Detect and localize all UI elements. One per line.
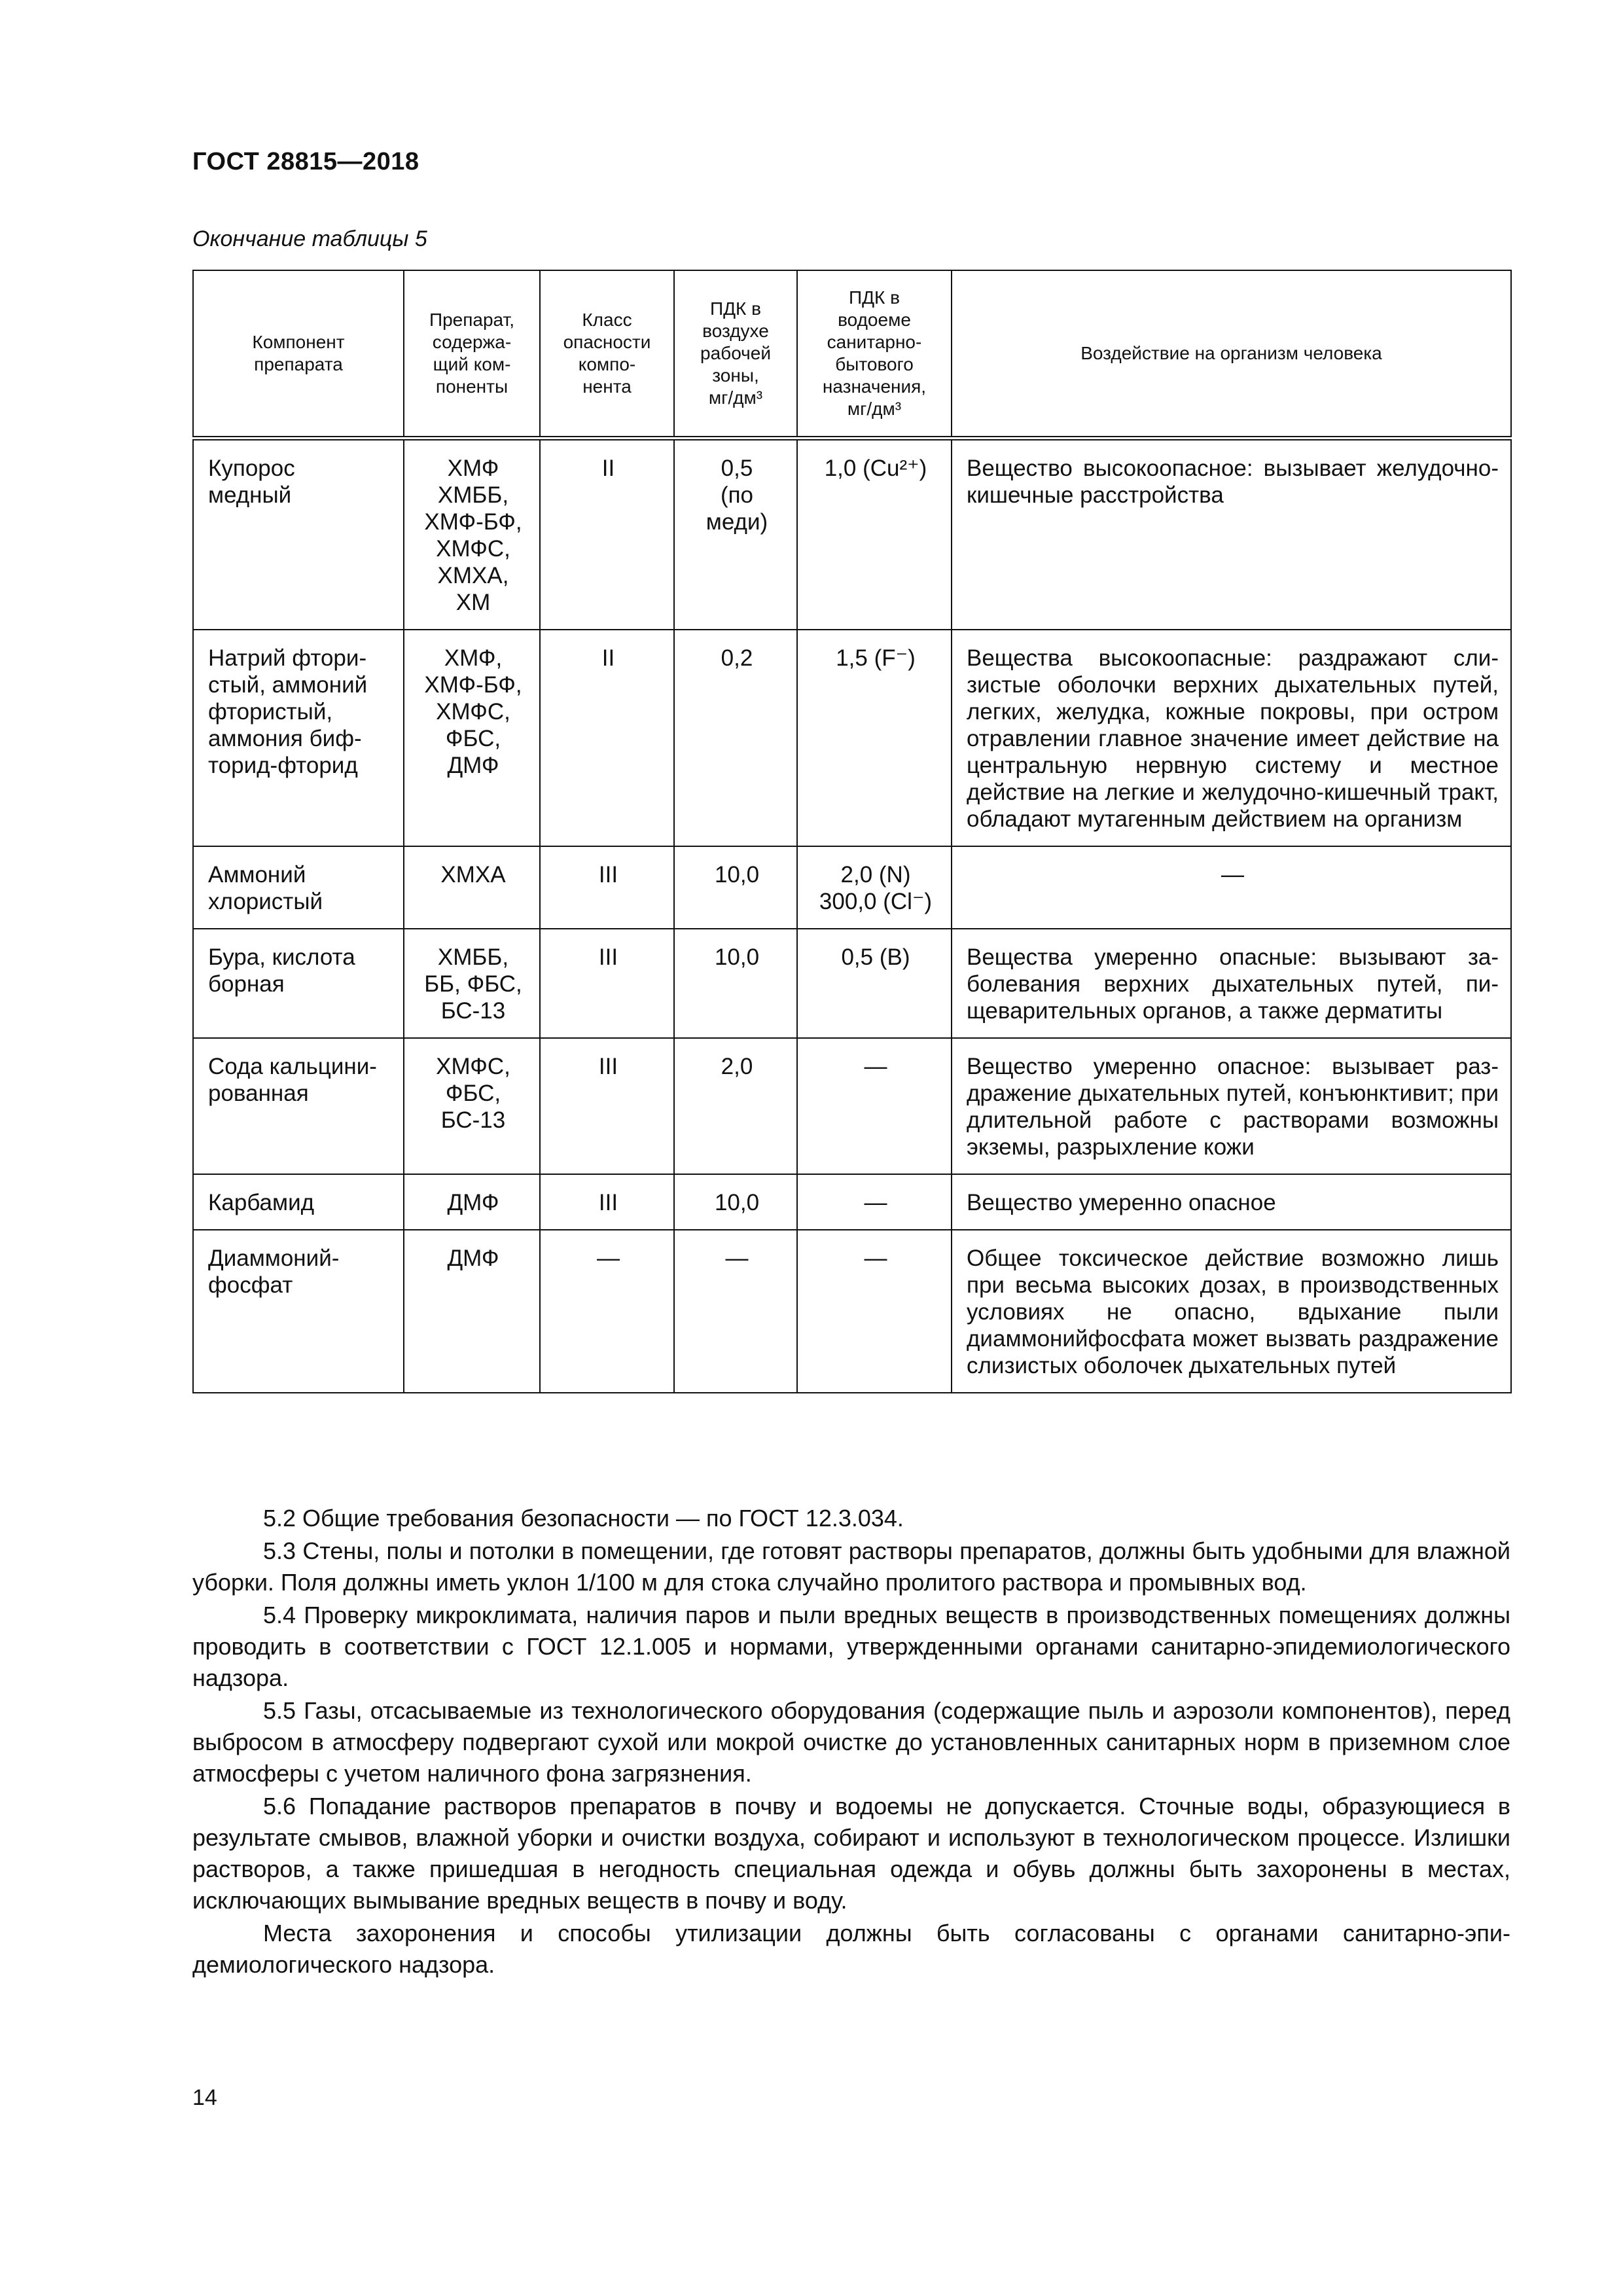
cell-component: Купорос медный: [193, 439, 404, 630]
cell-pdk-water: 0,5 (B): [797, 929, 952, 1038]
body-text: [192, 1503, 1510, 1982]
cell-preparations: ХМФС, ФБС, БС-13: [404, 1038, 540, 1174]
cell-hazard-class: II: [540, 630, 674, 846]
cell-hazard-class: —: [540, 1230, 674, 1393]
cell-component: Сода кальцини- рованная: [193, 1038, 404, 1174]
cell-component: Карбамид: [193, 1174, 404, 1230]
cell-pdk-water: 1,0 (Cu²⁺): [797, 439, 952, 630]
cell-effect: Вещество умеренно опасное: вызывает раздражение дыхательных путей, конъюнктивит; при длительной работе с растворами возможны экземы, разрыхление кожи: [952, 1038, 1511, 1174]
col-component-header: Компонент препарата: [193, 270, 404, 439]
cell-preparations: ДМФ: [404, 1230, 540, 1393]
table-row: [193, 846, 1511, 929]
cell-component: Бура, кислота борная: [193, 929, 404, 1038]
cell-component: Диаммоний- фосфат: [193, 1230, 404, 1393]
cell-pdk-water: —: [797, 1174, 952, 1230]
paragraph: 5.4 Проверку микроклимата, наличия паров и пыли вредных веществ в производственных помещениях должны проводить в соответствии с ГОСТ 12.1.005 и нормами, утвержденными органами санитарно-эпидемиологического надзора.: [192, 1602, 1510, 1691]
cell-hazard-class: III: [540, 1038, 674, 1174]
cell-effect: Вещество умеренно опасное: [952, 1174, 1511, 1230]
paragraph: 5.5 Газы, отсасываемые из технологического оборудования (содержащие пыль и аэрозоли компонентов), перед выбросом в атмосферу подвергают сухой или мокрой очистке до установленных санитарных норм в приземном слое атмосферы с учетом наличного фона загрязнения.: [192, 1697, 1510, 1787]
col-hazard-class-header: Класс опасности компо- нента: [540, 270, 674, 439]
cell-pdk-water: 2,0 (N) 300,0 (Cl⁻): [797, 846, 952, 929]
cell-effect: Вещество высокоопасное: вызывает желудочно-кишечные расстройства: [952, 439, 1511, 630]
table-row: [193, 1038, 1511, 1174]
table-row: [193, 439, 1511, 630]
col-effect-header: Воздействие на организм человека: [952, 270, 1511, 439]
paragraph: 5.2 Общие требования безопасности — по ГОСТ 12.3.034.: [263, 1505, 904, 1532]
cell-preparations: ДМФ: [404, 1174, 540, 1230]
table-row: [193, 1230, 1511, 1393]
paragraph: Места захоронения и способы утилизации должны быть согласованы с органами санитарно-эпидемиологического надзора.: [192, 1920, 1510, 1978]
hazard-table: [192, 270, 1512, 1393]
cell-hazard-class: III: [540, 929, 674, 1038]
cell-hazard-class: II: [540, 439, 674, 630]
col-preparations-header: Препарат, содержа- щий ком- поненты: [404, 270, 540, 439]
cell-pdk-water: —: [797, 1230, 952, 1393]
cell-pdk-air: 10,0: [674, 929, 797, 1038]
cell-component: Натрий фтори- стый, аммоний фтористый, аммония биф- торид-фторид: [193, 630, 404, 846]
document-header: ГОСТ 28815—2018: [192, 148, 419, 175]
table-row: [193, 630, 1511, 846]
col-pdk-air-header: ПДК в воздухе рабочей зоны, мг/дм³: [674, 270, 797, 439]
cell-pdk-air: 0,5 (по меди): [674, 439, 797, 630]
cell-pdk-air: 10,0: [674, 846, 797, 929]
cell-preparations: ХМФ, ХМФ-БФ, ХМФС, ФБС, ДМФ: [404, 630, 540, 846]
page-number: 14: [192, 2085, 217, 2110]
cell-hazard-class: III: [540, 846, 674, 929]
cell-component: Аммоний хлористый: [193, 846, 404, 929]
cell-preparations: ХМББ, ББ, ФБС, БС-13: [404, 929, 540, 1038]
cell-effect: Вещества высокоопасные: раздражают слизистые оболочки верхних дыхательных путей, легких, желудка, кожные покровы, при остром отравлении главное значение имеет действие на центральную нервную систему и местное действие на легкие и желудочно-кишечный тракт, обладают мутагенным действием на организм: [952, 630, 1511, 846]
table-row: [193, 1174, 1511, 1230]
cell-effect: —: [952, 846, 1511, 929]
paragraph: 5.3 Стены, полы и потолки в помещении, где готовят растворы препаратов, должны быть удобными для влажной уборки. Поля должны иметь уклон 1/100 м для стока случайно пролитого раствора и промывных вод.: [192, 1537, 1510, 1596]
header-row: [193, 270, 1511, 439]
cell-pdk-air: 2,0: [674, 1038, 797, 1174]
cell-pdk-air: 10,0: [674, 1174, 797, 1230]
cell-pdk-water: 1,5 (F⁻): [797, 630, 952, 846]
col-pdk-water-header: ПДК в водоеме санитарно- бытового назначения, мг/дм³: [797, 270, 952, 439]
table-row: [193, 929, 1511, 1038]
table-body: [193, 439, 1511, 1393]
table-header: [193, 270, 1511, 439]
cell-preparations: ХМХА: [404, 846, 540, 929]
cell-pdk-air: —: [674, 1230, 797, 1393]
paragraph: 5.6 Попадание растворов препаратов в почву и водоемы не допускается. Сточные воды, образующиеся в результате смывов, влажной уборки и очистки воздуха, собирают и используют в технологическом процессе. Излишки растворов, а также пришедшая в негодность специальная одежда и обувь должны быть захоронены в местах, исключающих вымывание вредных веществ в почву и воду.: [192, 1793, 1510, 1914]
cell-pdk-air: 0,2: [674, 630, 797, 846]
cell-pdk-water: —: [797, 1038, 952, 1174]
table-caption: Окончание таблицы 5: [192, 226, 427, 251]
cell-effect: Общее токсическое действие возможно лишь при весьма высоких дозах, в производственных условиях не опасно, вдыхание пыли диаммонийфосфата может вызвать раздражение слизистых оболочек дыхательных путей: [952, 1230, 1511, 1393]
cell-preparations: ХМФ ХМББ, ХМФ-БФ, ХМФС, ХМХА, ХМ: [404, 439, 540, 630]
cell-effect: Вещества умеренно опасные: вызывают заболевания верхних дыхательных путей, пищеварительных органов, а также дерматиты: [952, 929, 1511, 1038]
cell-hazard-class: III: [540, 1174, 674, 1230]
